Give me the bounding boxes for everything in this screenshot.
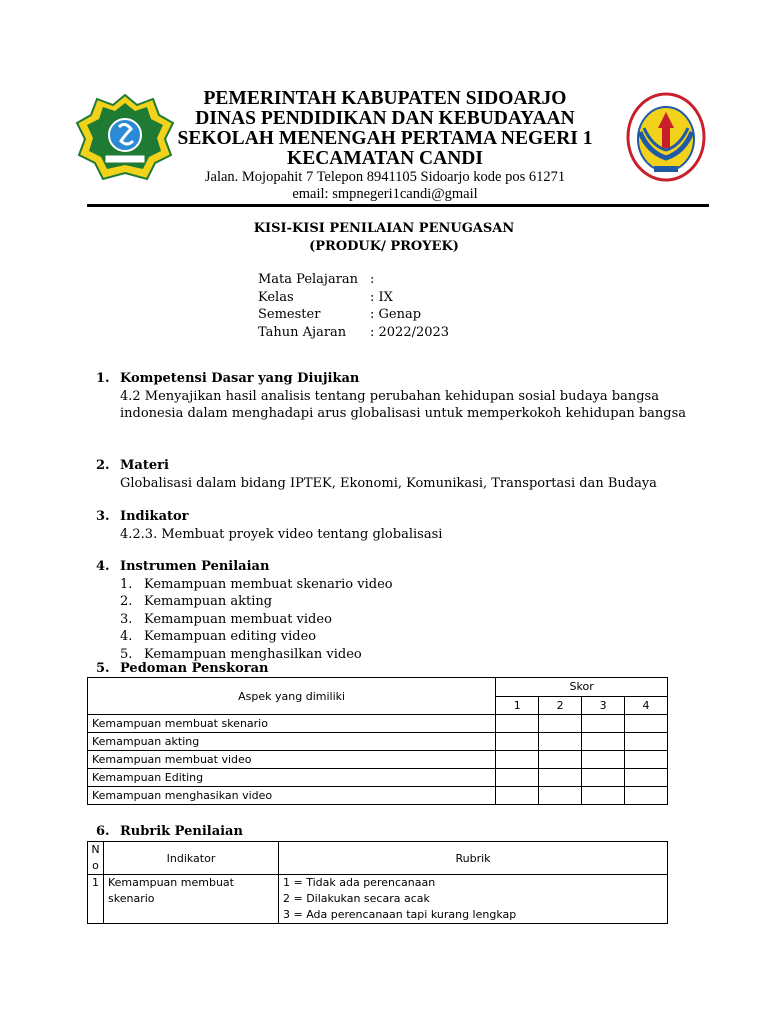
section-body: Globalisasi dalam bidang IPTEK, Ekonomi, Komunikasi, Transportasi dan Budaya <box>120 475 657 491</box>
section-number: 6. <box>96 824 110 839</box>
section-heading <box>96 823 696 841</box>
meta-label: Tahun Ajaran <box>258 324 347 340</box>
score-col: 3 <box>582 696 625 715</box>
aspect-cell: Kemampuan membuat skenario <box>88 715 496 733</box>
section-instrumen <box>96 558 696 663</box>
section-kompetensi <box>96 370 696 423</box>
section-pedoman <box>96 660 696 678</box>
table-row <box>88 787 668 805</box>
rubrik-cell <box>279 875 668 924</box>
section-title: Kompetensi Dasar yang Diujikan <box>120 371 360 386</box>
score-cell[interactable] <box>496 769 539 787</box>
section-number: 2. <box>96 458 110 473</box>
aspect-cell: Kemampuan akting <box>88 733 496 751</box>
section-number: 4. <box>96 559 110 574</box>
score-cell[interactable] <box>582 769 625 787</box>
header-line-4: KECAMATAN CANDI <box>287 148 483 169</box>
meta-label: Kelas <box>258 289 294 305</box>
section-title: Rubrik Penilaian <box>120 824 243 839</box>
score-col: 1 <box>496 696 539 715</box>
score-cell[interactable] <box>582 715 625 733</box>
score-cell[interactable] <box>539 733 582 751</box>
score-cell[interactable] <box>496 751 539 769</box>
table-row <box>88 769 668 787</box>
list-number: 1. <box>120 576 133 592</box>
section-title: Pedoman Penskoran <box>120 661 269 676</box>
meta-value: : IX <box>370 289 393 305</box>
header-line-1: PEMERINTAH KABUPATEN SIDOARJO <box>203 88 567 109</box>
aspect-cell: Kemampuan membuat video <box>88 751 496 769</box>
document-title <box>0 220 768 256</box>
list-number: 4. <box>120 629 133 644</box>
table-row <box>88 715 668 733</box>
score-cell[interactable] <box>582 751 625 769</box>
score-table <box>87 677 668 805</box>
meta-info <box>258 271 449 341</box>
letterhead-divider <box>87 204 709 207</box>
score-cell[interactable] <box>539 715 582 733</box>
table-row <box>88 751 668 769</box>
list-text: Kemampuan membuat video <box>144 611 332 627</box>
header-email: email: smpnegeri1candi@gmail <box>292 186 478 202</box>
meta-row <box>258 289 449 307</box>
list-number: 2. <box>120 594 133 609</box>
section-heading <box>96 508 696 526</box>
score-cell[interactable] <box>625 733 668 751</box>
title-line-1: KISI-KISI PENILAIAN PENUGASAN <box>253 221 515 236</box>
meta-value: : Genap <box>370 307 422 322</box>
section-title: Instrumen Penilaian <box>120 559 270 574</box>
section-number: 1. <box>96 371 110 386</box>
section-heading <box>96 558 696 576</box>
list-number: 3. <box>120 611 133 627</box>
meta-row <box>258 271 449 289</box>
section-body: 4.2.3. Membuat proyek video tentang globalisasi <box>120 526 443 542</box>
list-text: Kemampuan membuat skenario video <box>144 576 393 592</box>
section-body: 4.2 Menyajikan hasil analisis tentang perubahan kehidupan sosial budaya bangsa indonesia dalam menghadapi arus globalisasi untuk memperkokoh kehidupan bangsa <box>120 388 687 421</box>
aspect-header: Aspek yang dimiliki <box>88 678 496 715</box>
meta-value: : 2022/2023 <box>370 324 450 340</box>
meta-row <box>258 306 449 324</box>
rubrik-line: 2 = Dilakukan secara acak <box>283 892 430 905</box>
score-cell[interactable] <box>582 787 625 805</box>
list-item <box>96 576 696 594</box>
score-cell[interactable] <box>625 787 668 805</box>
list-text: Kemampuan menghasilkan video <box>144 646 362 662</box>
meta-label: Semester <box>258 307 321 322</box>
title-line-2: (PRODUK/ PROYEK) <box>309 239 459 254</box>
header-line-2: DINAS PENDIDIKAN DAN KEBUDAYAAN <box>195 108 575 129</box>
score-cell[interactable] <box>496 715 539 733</box>
section-number: 5. <box>96 661 110 676</box>
section-title: Materi <box>120 458 169 473</box>
score-col: 4 <box>625 696 668 715</box>
section-heading <box>96 370 696 388</box>
section-heading <box>96 457 696 475</box>
score-cell[interactable] <box>625 751 668 769</box>
no-cell: 1 <box>88 875 104 924</box>
rubrik-header: Rubrik <box>279 842 668 875</box>
score-header: Skor <box>496 678 668 697</box>
meta-row <box>258 324 449 342</box>
header-line-3: SEKOLAH MENENGAH PERTAMA NEGERI 1 <box>177 128 593 149</box>
table-row <box>88 733 668 751</box>
section-heading <box>96 660 696 678</box>
aspect-cell: Kemampuan menghasikan video <box>88 787 496 805</box>
table-header-row <box>88 842 668 875</box>
score-cell[interactable] <box>539 769 582 787</box>
score-cell[interactable] <box>539 787 582 805</box>
score-cell[interactable] <box>539 751 582 769</box>
list-number: 5. <box>120 646 133 662</box>
indikator-header: Indikator <box>104 842 279 875</box>
no-header: No <box>88 842 104 875</box>
table-row <box>88 875 668 924</box>
score-cell[interactable] <box>625 769 668 787</box>
rubric-table <box>87 841 668 924</box>
aspect-cell: Kemampuan Editing <box>88 769 496 787</box>
list-item <box>96 611 696 629</box>
meta-label: Mata Pelajaran <box>258 272 359 287</box>
score-cell[interactable] <box>582 733 625 751</box>
section-rubrik <box>96 823 696 841</box>
smp-negeri-1-candi-logo <box>626 92 706 182</box>
section-indikator <box>96 508 696 543</box>
score-col: 2 <box>539 696 582 715</box>
list-item <box>96 593 696 611</box>
letterhead <box>150 89 620 203</box>
section-title: Indikator <box>120 509 189 524</box>
score-cell[interactable] <box>625 715 668 733</box>
indikator-cell: Kemampuan membuat skenario <box>104 875 279 924</box>
meta-value: : <box>370 272 375 287</box>
score-cell[interactable] <box>496 787 539 805</box>
section-materi <box>96 457 696 492</box>
score-cell[interactable] <box>496 733 539 751</box>
section-number: 3. <box>96 509 110 524</box>
table-header-row <box>88 678 668 697</box>
rubrik-line: 1 = Tidak ada perencanaan <box>283 876 436 889</box>
list-text: Kemampuan akting <box>144 594 273 609</box>
header-address: Jalan. Mojopahit 7 Telepon 8941105 Sidoarjo kode pos 61271 <box>204 169 566 185</box>
rubrik-line: 3 = Ada perencanaan tapi kurang lengkap <box>283 908 517 921</box>
list-text: Kemampuan editing video <box>144 629 317 644</box>
list-item <box>96 628 696 646</box>
